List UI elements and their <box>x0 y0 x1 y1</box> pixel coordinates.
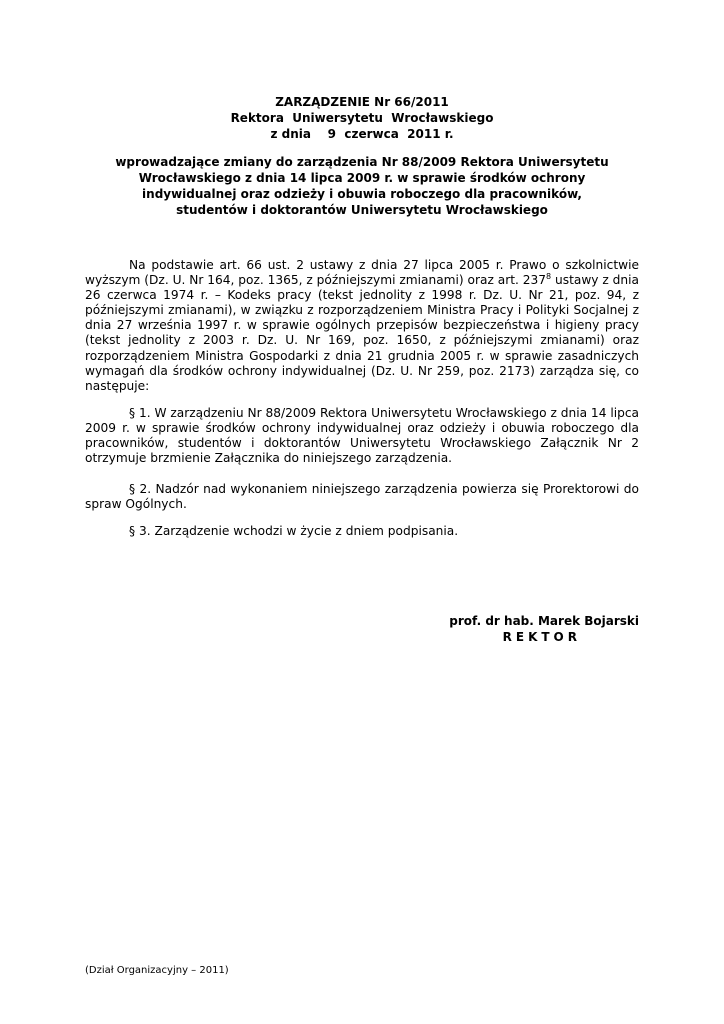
section-2-text: § 2. Nadzór nad wykonaniem niniejszego zarządzenia powierza się Prorektorowi do spraw Ogólnych. <box>85 482 639 512</box>
document-issuer: Rektora Uniwersytetu Wrocławskiego <box>230 111 494 125</box>
document-date: z dnia 9 czerwca 2011 r. <box>270 127 454 141</box>
section-3-paragraph <box>85 524 639 539</box>
signatory-title: REKTOR <box>502 630 581 644</box>
document-header <box>0 94 724 142</box>
section-1-text: § 1. W zarządzeniu Nr 88/2009 Rektora Uniwersytetu Wrocławskiego z dnia 14 lipca 2009 r. w sprawie środków ochrony indywidualnej oraz odzieży i obuwia roboczego dla pracowników, studentów i doktorantów Uniwersytetu Wrocławskiego Załącznik Nr 2 otrzymuje brzmienie Załącznika do niniejszego zarządzenia. <box>85 406 639 466</box>
document-subject <box>0 154 724 218</box>
subject-line: Wrocławskiego z dnia 14 lipca 2009 r. w sprawie środków ochrony <box>138 171 586 185</box>
section-3-text: § 3. Zarządzenie wchodzi w życie z dniem podpisania. <box>129 524 459 538</box>
section-2-paragraph <box>85 482 639 512</box>
preamble-paragraph <box>85 258 639 394</box>
footer-note: (Dział Organizacyjny – 2011) <box>85 965 229 976</box>
subject-line: indywidualnej oraz odzieży i obuwia roboczego dla pracowników, <box>142 187 582 201</box>
article-superscript: 8 <box>546 272 552 282</box>
section-1-paragraph <box>85 406 639 466</box>
subject-line: studentów i doktorantów Uniwersytetu Wrocławskiego <box>176 203 548 217</box>
subject-line: wprowadzające zmiany do zarządzenia Nr 88/2009 Rektora Uniwersytetu <box>115 155 609 169</box>
preamble-text-start: Na podstawie art. 66 ust. 2 ustawy z dnia 27 lipca 2005 r. Prawo o szkolnictwie wyższym (Dz. U. Nr 164, poz. 1365, z późniejszymi zmianami) oraz art. 237 <box>85 258 639 288</box>
signatory-name: prof. dr hab. Marek Bojarski <box>449 614 639 628</box>
signature-block <box>380 613 639 645</box>
document-title: ZARZĄDZENIE Nr 66/2011 <box>275 95 449 109</box>
preamble-text-end: ustawy z dnia 26 czerwca 1974 r. – Kodeks pracy (tekst jednolity z 1998 r. Dz. U. Nr 21, poz. 94, z późniejszymi zmianami), w związku z rozporządzeniem Ministra Pracy i Polityki Socjalnej z dnia 27 września 1997 r. w sprawie ogólnych przepisów bezpieczeństwa i higieny pracy (tekst jednolity z 2003 r. Dz. U. Nr 169, poz. 1650, z późniejszymi zmianami) oraz rozporządzeniem Ministra Gospodarki z dnia 21 grudnia 2005 r. w sprawie zasadniczych wymagań dla środków ochrony indywidualnej (Dz. U. Nr 259, poz. 2173) zarządza się, co następuje: <box>85 273 639 393</box>
